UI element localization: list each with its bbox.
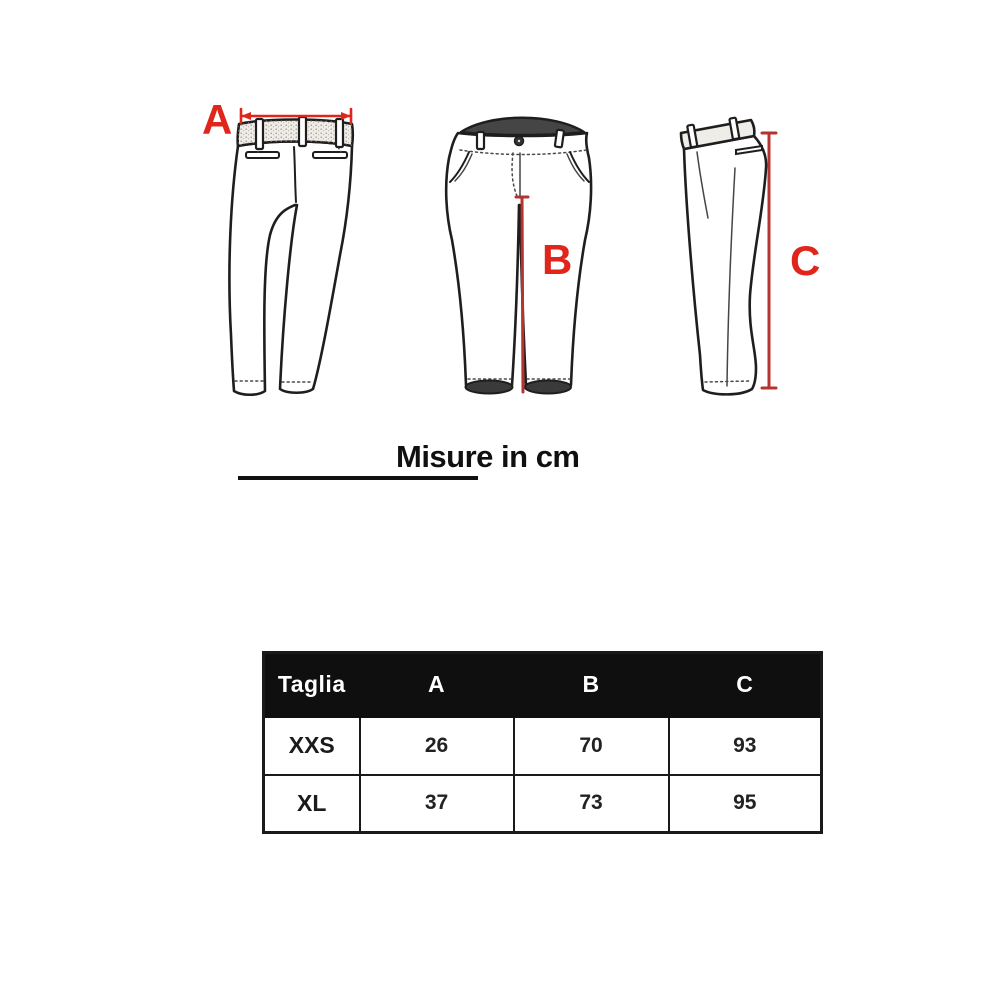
size-table-header-taglia: Taglia [264, 653, 360, 717]
size-table-header-c: C [669, 653, 822, 717]
size-table-cell: 73 [514, 775, 669, 833]
section-title: Misure in cm [396, 439, 580, 474]
size-table-cell: 95 [669, 775, 822, 833]
size-table-cell: 37 [360, 775, 514, 833]
measurement-label-b: B [542, 236, 572, 283]
size-table-cell: 70 [514, 717, 669, 775]
measurement-label-a: A [202, 96, 232, 143]
size-table [262, 651, 823, 834]
pants-back-view [229, 109, 352, 395]
pants-flats-illustration [0, 0, 1000, 440]
size-table-header-a: A [360, 653, 514, 717]
size-table-row [264, 717, 822, 775]
measurement-label-c: C [790, 237, 820, 284]
size-table-cell: XL [264, 775, 360, 833]
size-table-cell: 93 [669, 717, 822, 775]
size-table-header-row [264, 653, 822, 717]
size-table-header-b: B [514, 653, 669, 717]
size-table-row [264, 775, 822, 833]
size-table-cell: 26 [360, 717, 514, 775]
size-table-cell: XXS [264, 717, 360, 775]
pants-side-view [681, 118, 776, 395]
title-underline [238, 476, 478, 480]
